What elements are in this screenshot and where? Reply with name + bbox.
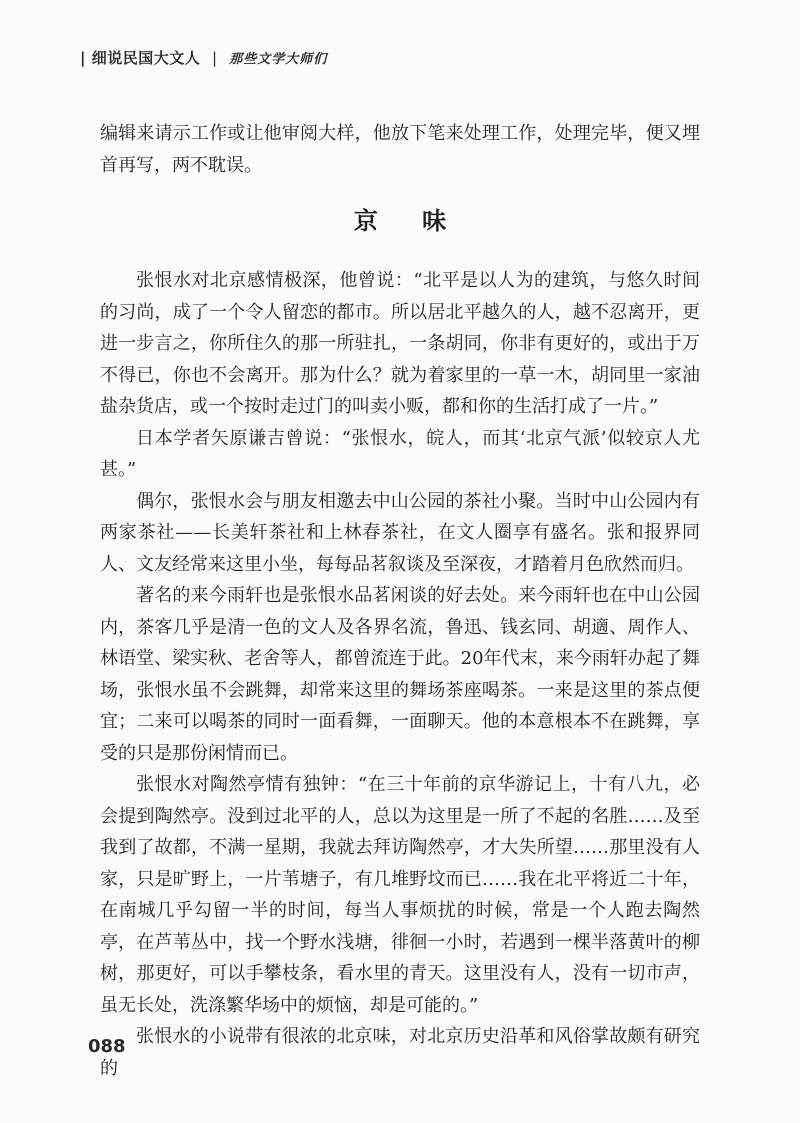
- running-header: [80, 47, 327, 68]
- body-paragraph-3: 偶尔，张恨水会与朋友相邀去中山公园的茶社小聚。当时中山公园内有两家茶社——长美轩茶社和上林春茶社，在文人圈享有盛名。张和报界同人、文友经常来这里小坐，每每品茗叙谈及至深夜，才踏着月色欣然而归。: [100, 490, 700, 575]
- page-number: 088: [88, 1036, 126, 1057]
- body-paragraph-1: 张恨水对北京感情极深，他曾说：“北平是以人为的建筑，与悠久时间的习尚，成了一个令人留恋的都市。所以居北平越久的人，越不忍离开，更进一步言之，你所住久的那一所驻扎，一条胡同，你非有更好的，或出于万不得已，你也不会离开。那为什么？就为着家里的一草一木，胡同里一家油盐杂货店，或一个按时走过门的叫卖小贩，都和你的生活打成了一片。”: [100, 270, 700, 417]
- page-body: [100, 118, 700, 1084]
- body-paragraph-6: 张恨水的小说带有很浓的北京味，对北京历史沿革和风俗掌故颇有研究的: [100, 1026, 700, 1079]
- body-paragraph-5: 张恨水对陶然亭情有独钟：“在三十年前的京华游记上，十有八九，必会提到陶然亭。没到过北平的人，总以为这里是一所了不起的名胜……及至我到了故都，不满一星期，我就去拜访陶然亭，才大失所望……那里没有人家，只是旷野上，一片苇塘子，有几堆野坟而已……我在北平将近二十年，在南城几乎勾留一半的时间，每当人事烦扰的时候，常是一个人跑去陶然亭，在芦苇丛中，找一个野水浅塘，徘徊一小时，若遇到一棵半落黄叶的柳树，那更好，可以手攀枝条，看水里的青天。这里没有人，没有一切市声，虽无长处，洗涤繁华场中的烦恼，却是可能的。”: [100, 774, 700, 1016]
- body-paragraph-4: 著名的来今雨轩也是张恨水品茗闲谈的好去处。来今雨轩也在中山公园内，茶客几乎是清一色的文人及各界名流，鲁迅、钱玄同、胡適、周作人、林语堂、梁实秋、老舍等人，都曾流连于此。20年代末，来今雨轩办起了舞场，张恨水虽不会跳舞，却常来这里的舞场茶座喝茶。一来是这里的茶点便宜；二来可以喝茶的同时一面看舞，一面聊天。他的本意根本不在跳舞，享受的只是那份闲情而已。: [100, 585, 700, 764]
- header-separator: |: [211, 49, 218, 67]
- body-paragraph-2: 日本学者矢原谦吉曾说：“张恨水，皖人，而其‘北京气派’似较京人尤甚。”: [100, 427, 700, 480]
- book-subtitle: 那些文学大师们: [229, 52, 328, 67]
- opening-paragraph: 编辑来请示工作或让他审阅大样，他放下笔来处理工作，处理完毕，便又埋首再写，两不耽误。: [100, 123, 700, 176]
- header-leading-bar: |: [80, 49, 86, 67]
- book-title: 细说民国大文人: [91, 49, 201, 67]
- section-title: 京 味: [353, 206, 465, 235]
